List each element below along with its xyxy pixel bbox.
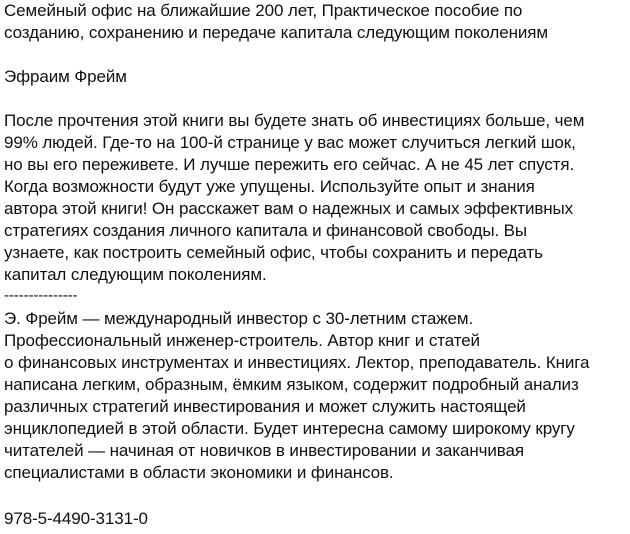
description-line: Когда возможности будут уже упущены. Используйте опыт и знания (4, 177, 535, 196)
about-line: читателей — начиная от новичков в инвестировании и заканчивая (4, 441, 524, 460)
author: Эфраим Фрейм (4, 67, 127, 86)
isbn: 978-5-4490-3131-0 (4, 509, 148, 528)
about-line: специалистами в области экономики и финансов. (4, 463, 394, 482)
about-line: о финансовых инструментах и инвестициях. Лектор, преподаватель. Книга (4, 353, 590, 372)
separator: --------------- (4, 287, 78, 304)
description-line: 99% людей. Где-то на 100-й странице у вас может случиться легкий шок, (4, 133, 576, 152)
about-line: написана легким, образным, ёмким языком, содержит подробный анализ (4, 375, 579, 394)
about-line: энциклопедией в этой области. Будет интересна самому широкому кругу (4, 419, 575, 438)
description-line: стратегиях создания личного капитала и финансовой свободы. Вы (4, 221, 528, 240)
description-line: После прочтения этой книги вы будете знать об инвестициях больше, чем (4, 111, 585, 130)
description-line: но вы его переживете. И лучше пережить его сейчас. А не 45 лет спустя. (4, 155, 575, 174)
description-line: автора этой книги! Он расскажет вам о надежных и самых эффективных (4, 199, 574, 218)
title-line: созданию, сохранению и передаче капитала следующим поколениям (4, 23, 548, 42)
title-line: Семейный офис на ближайшие 200 лет, Практическое пособие по (4, 1, 523, 20)
description-line: капитал следующим поколениям. (4, 265, 267, 284)
description-line: узнаете, как построить семейный офис, чтобы сохранить и передать (4, 243, 543, 262)
about-line: Э. Фрейм — международный инвестор с 30-летним стажем. (4, 309, 474, 328)
about-line: различных стратегий инвестирования и может служить настоящей (4, 397, 526, 416)
about-line: Профессиональный инженер-строитель. Автор книг и статей (4, 331, 480, 350)
